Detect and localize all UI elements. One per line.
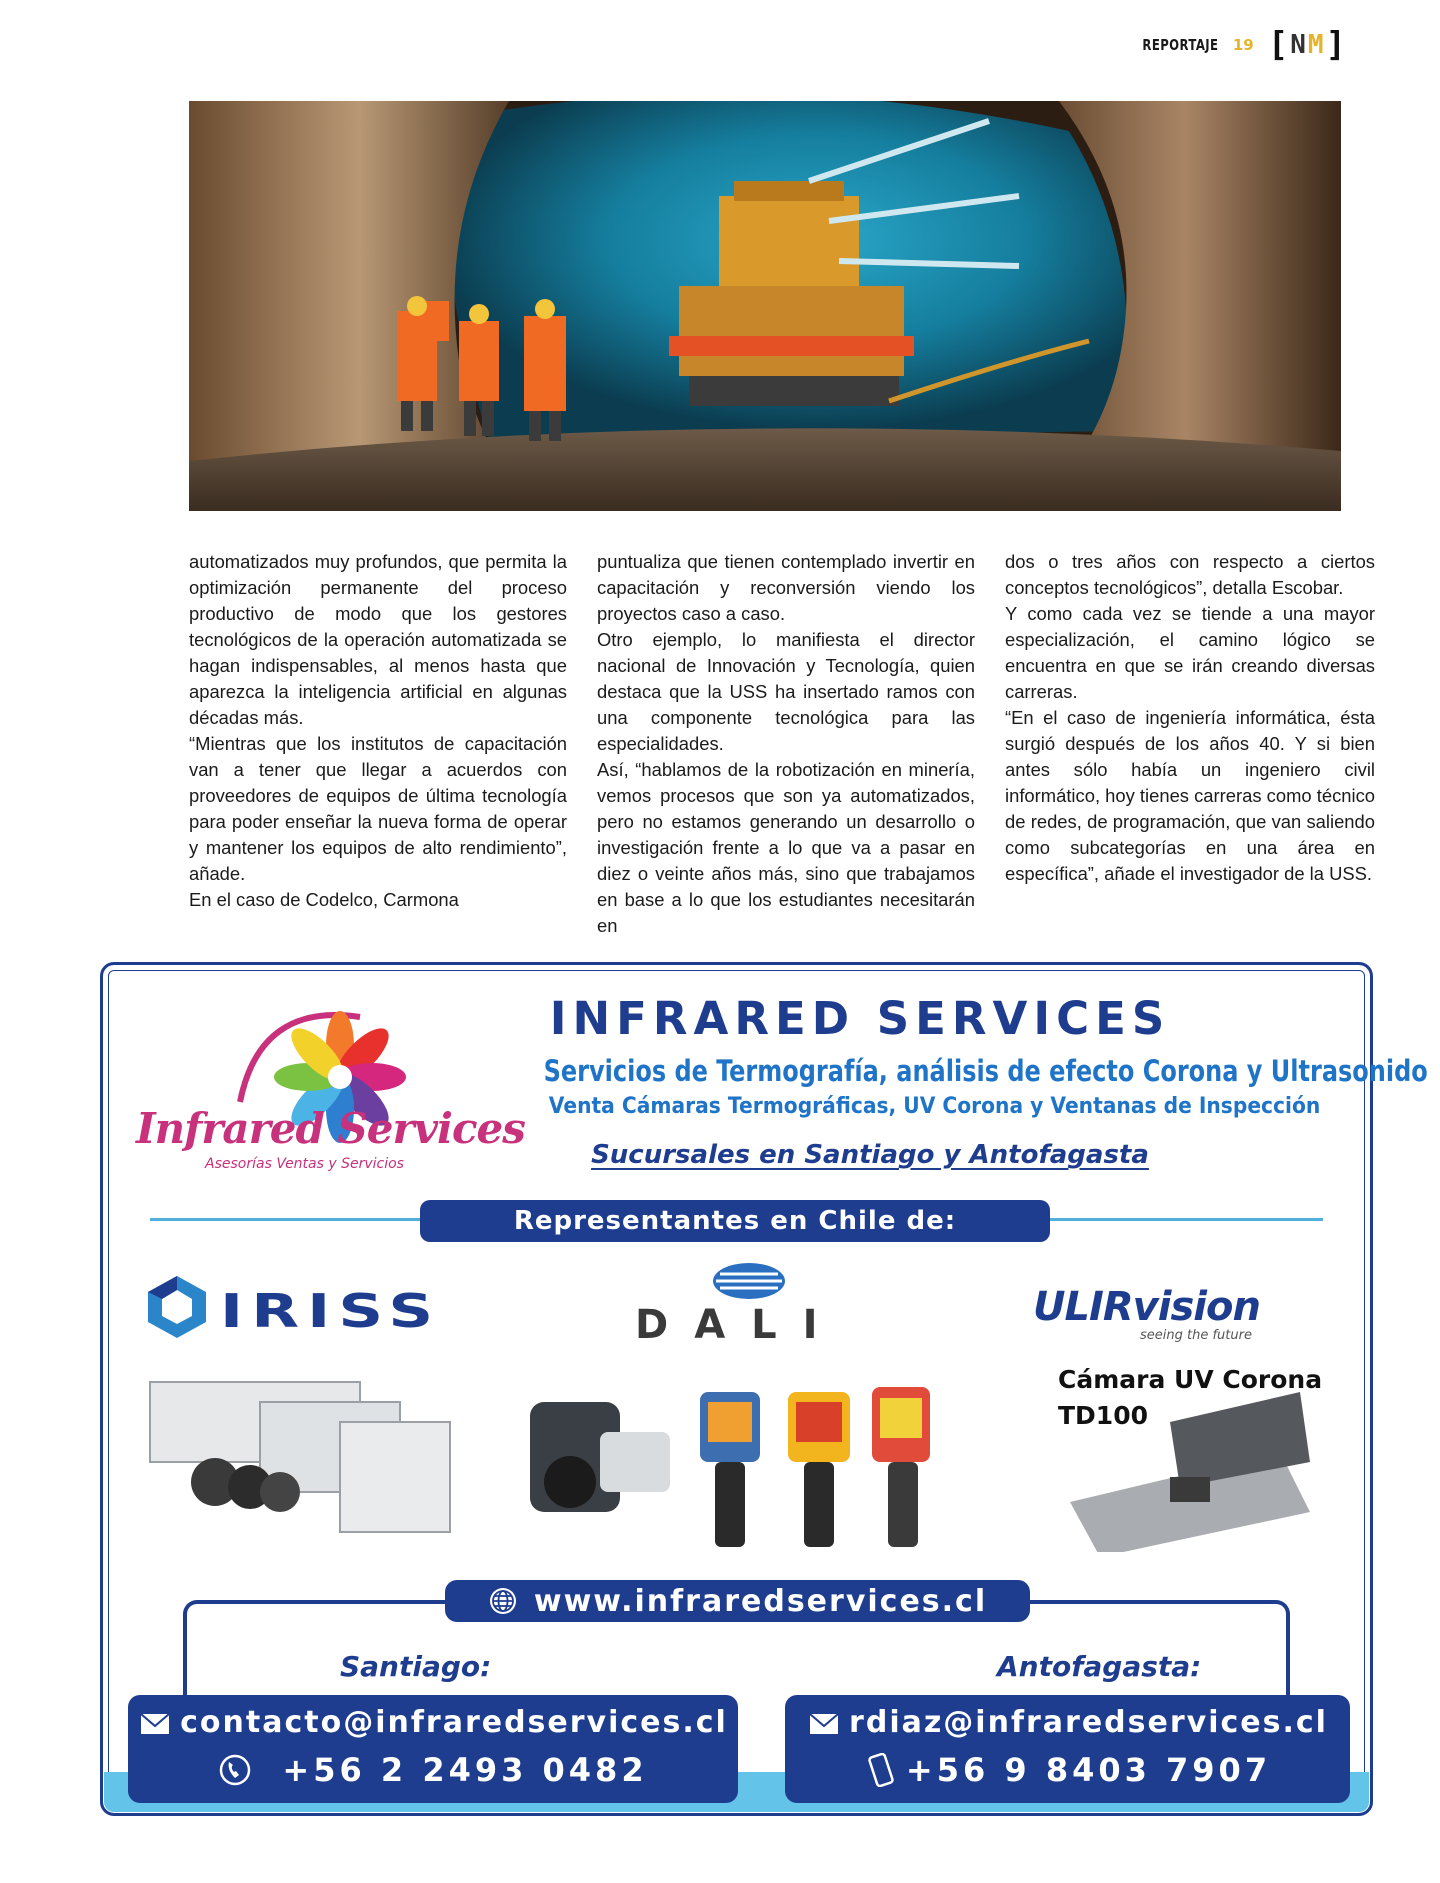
paragraph: “Mientras que los institutos de capacitación van a tener que llegar a acuerdos con proveedores de equipos de última tecnología para poder enseñar la nueva forma de operar y mantener los equipos de alto rendimiento”, añade.	[189, 733, 567, 884]
phone-icon	[218, 1753, 252, 1787]
website-banner[interactable]	[445, 1580, 1030, 1622]
paragraph: Otro ejemplo, lo manifiesta el director nacional de Innovación y Tecnología, quien destaca que la USS ha insertado ramos con una componente tecnológica para las especialidades.	[597, 629, 975, 754]
flower-logo-icon	[130, 992, 510, 1182]
ulirvision-logo-text: ULIRvision	[1033, 1284, 1260, 1330]
page-number: 19	[1232, 36, 1254, 54]
article-column-3	[1005, 549, 1375, 887]
uv-camera-model: TD100	[1058, 1401, 1148, 1430]
paragraph: Así, “hablamos de la robotización en minería, vemos procesos que son ya automatizados, pero no estamos generando un desarrollo o investigación frente a lo que va a pasar en diez o veinte años más, sino que trabajamos en base a lo que los estudiantes necesitarán en	[597, 759, 975, 936]
dali-logo-text: DALI	[635, 1302, 844, 1348]
santiago-contact-box	[128, 1695, 738, 1803]
ad-sales-line: Venta Cámaras Termográficas, UV Corona y Ventanas de Inspección	[548, 1094, 1321, 1119]
paragraph: automatizados muy profundos, que permita la optimización permanente del proceso productivo de modo que los gestores tecnológicos de la operación automatizada se hagan indispensables, al menos hasta que aparezca la inteligencia artificial en algunas décadas más.	[189, 551, 567, 728]
brand-tagline: Asesorías Ventas y Servicios	[205, 1156, 404, 1172]
article-column-2	[597, 549, 975, 939]
antofagasta-email[interactable]: rdiaz@infraredservices.cl	[849, 1705, 1328, 1740]
infrared-services-ad	[100, 962, 1428, 1816]
paragraph: “En el caso de ingeniería informática, ésta surgió después de los años 40. Y si bien antes sólo había un ingeniero civil informático, hoy tienes carreras como técnico de redes, de programación, que van saliendo como subcategorías en una área en específica”, añade el investigador de la USS.	[1005, 707, 1376, 884]
magazine-logo: [ N M ]	[1267, 25, 1346, 65]
antofagasta-contact-box	[785, 1695, 1350, 1803]
email-icon	[138, 1706, 172, 1740]
page-header	[1121, 25, 1346, 65]
santiago-label: Santiago:	[340, 1650, 492, 1683]
santiago-email[interactable]: contacto@infraredservices.cl	[180, 1705, 728, 1740]
paragraph: Y como cada vez se tiende a una mayor especialización, el camino lógico se encuentra en que se irán creando diversas carreras.	[1005, 603, 1375, 702]
ad-services-line: Servicios de Termografía, análisis de efecto Corona y Ultrasonido	[543, 1054, 1428, 1088]
ad-branches-line: Sucursales en Santiago y Antofagasta	[591, 1140, 1149, 1170]
section-label: REPORTAJE	[1142, 36, 1219, 54]
inspection-windows-image	[150, 1382, 450, 1532]
paragraph: puntualiza que tienen contemplado invertir en capacitación y reconversión viendo los proyectos caso a caso.	[597, 551, 975, 624]
ulirvision-tagline: seeing the future	[1140, 1328, 1252, 1343]
antofagasta-label: Antofagasta:	[997, 1650, 1202, 1683]
ad-title: INFRARED SERVICES	[549, 992, 1171, 1045]
uv-camera-name: Cámara UV Corona	[1058, 1365, 1323, 1394]
thermal-cameras-image	[530, 1387, 930, 1547]
paragraph: dos o tres años con respecto a ciertos conceptos tecnológicos”, detalla Escobar.	[1005, 551, 1375, 598]
paragraph: En el caso de Codelco, Carmona	[189, 889, 459, 910]
dali-logo-icon	[712, 1262, 786, 1300]
antofagasta-phone[interactable]: +56 9 8403 7907	[905, 1751, 1272, 1789]
email-icon	[807, 1706, 841, 1740]
products-illustration	[140, 1362, 1340, 1552]
representatives-banner: Representantes en Chile de:	[420, 1200, 1050, 1242]
article-column-1	[189, 549, 567, 913]
iriss-logo-icon	[142, 1272, 212, 1342]
uv-camera-image	[1070, 1392, 1310, 1552]
mobile-phone-icon	[864, 1753, 898, 1787]
brand-name: Infrared Services	[136, 1104, 525, 1153]
globe-icon	[488, 1586, 518, 1616]
iriss-logo-text: IRISS	[220, 1284, 442, 1338]
mine-tunnel-photo	[189, 101, 1341, 511]
santiago-phone[interactable]: +56 2 2493 0482	[282, 1751, 648, 1789]
website-link[interactable]: www.infraredservices.cl	[533, 1583, 988, 1619]
